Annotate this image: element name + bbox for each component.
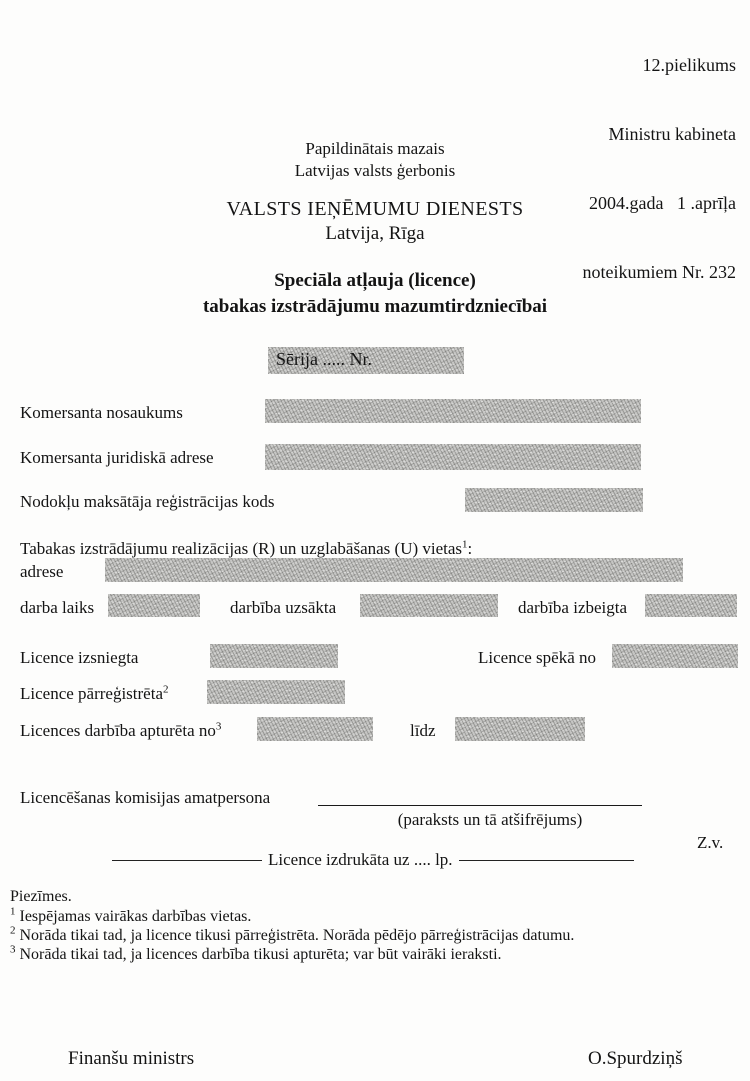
field-label-places [20,539,472,559]
document-title-line2: tabakas izstrādājumu mazumtirdzniecībai [202,296,548,317]
field-label-merchant-name: Komersanta nosaukums [20,403,183,422]
field-label-lidz: līdz [410,721,436,740]
field-label-speka-no: Licence spēkā no [478,648,596,667]
signature-note: (paraksts un tā atšifrējums) [397,810,583,829]
regulation-line-cabinet: Ministru kabineta [608,124,736,144]
field-label-izsniegta: Licence izsniegta [20,648,139,667]
org-location: Latvija, Rīga [325,223,425,244]
field-label-amatpersona: Licencēšanas komisijas amatpersona [20,788,271,807]
regulation-line-annex: 12.pielikums [642,55,736,75]
redacted-legal-address-value [265,444,641,470]
superscript-2: 2 [163,683,169,696]
places-label-text: Tabakas izstrādājumu realizācijas (R) un uzglabāšanas (U) vietas [20,539,463,558]
regulation-line-number: noteikumiem Nr. 232 [582,262,736,282]
redacted-izsniegta-value [210,644,338,668]
field-label-aptureta [20,721,221,741]
seal-mark: Z.v. [697,833,724,852]
redacted-darbiba-uzsakta-value [360,594,498,617]
superscript-1: 1 [462,538,468,551]
redacted-darbiba-izbeigta-value [645,594,737,617]
field-label-parregistreta [20,684,169,704]
printed-on-text: Licence izdrukāta uz .... lp. [268,850,453,869]
note-3-text: Norāda tikai tad, ja licences darbība tikusi apturēta; var būt vairāki ieraksti. [15,946,502,963]
field-label-reg-code: Nodokļu maksātāja reģistrācijas kods [20,492,275,511]
rule-right [459,860,634,861]
minister-title: Finanšu ministrs [68,1048,195,1069]
redacted-merchant-name-value [265,399,641,423]
note-3-superscript: 3 [10,943,16,956]
org-name: VALSTS IEŅĒMUMU DIENESTS [226,198,524,220]
aptureta-label-text: Licences darbība apturēta no [20,721,216,740]
field-label-darbiba-uzsakta: darbība uzsākta [230,598,337,617]
note-1-text: Iespējamas vairākas darbības vietas. [15,908,252,925]
note-2-text: Norāda tikai tad, ja licence tikusi pārreģistrēta. Norāda pēdējo pārreģistrācijas datumu. [15,927,575,944]
redacted-reg-code-value [465,488,643,512]
field-label-legal-address: Komersanta juridiskā adrese [20,448,214,467]
redacted-speka-no-value [612,644,738,668]
field-label-darba-laiks: darba laiks [20,598,95,617]
printed-on-row [112,850,634,870]
field-label-darbiba-izbeigta: darbība izbeigta [518,598,628,617]
redacted-aptureta-no-value [257,717,373,741]
superscript-3: 3 [215,720,222,733]
serial-number-field [268,347,464,374]
signature-line [318,788,642,806]
note-2-superscript: 2 [10,924,16,937]
parregistreta-label-text: Licence pārreģistrēta [20,684,163,703]
document-title-line1: Speciāla atļauja (licence) [274,270,476,291]
document-title [0,268,750,320]
regulation-line-date: 2004.gada 1 .aprīļa [589,193,736,213]
redacted-adrese-value [105,558,683,582]
emblem-caption-line2: Latvijas valsts ģerbonis [294,161,456,180]
note-1 [10,907,251,926]
notes-title: Piezīmes. [10,888,72,905]
redacted-darba-laiks-value [108,594,200,617]
note-3 [10,945,502,964]
serial-label: Sērija ..... Nr. [276,349,372,369]
redacted-parregistreta-value [207,680,345,704]
minister-signature-name: O.Spurdziņš [588,1048,683,1069]
field-label-adrese: adrese [20,562,64,581]
places-label-colon: : [467,539,473,558]
emblem-caption-line1: Papildinātais mazais [305,139,445,158]
note-2 [10,926,574,945]
emblem-caption [0,138,750,182]
note-1-superscript: 1 [10,905,16,918]
redacted-lidz-value [455,717,585,741]
rule-left [112,860,262,861]
